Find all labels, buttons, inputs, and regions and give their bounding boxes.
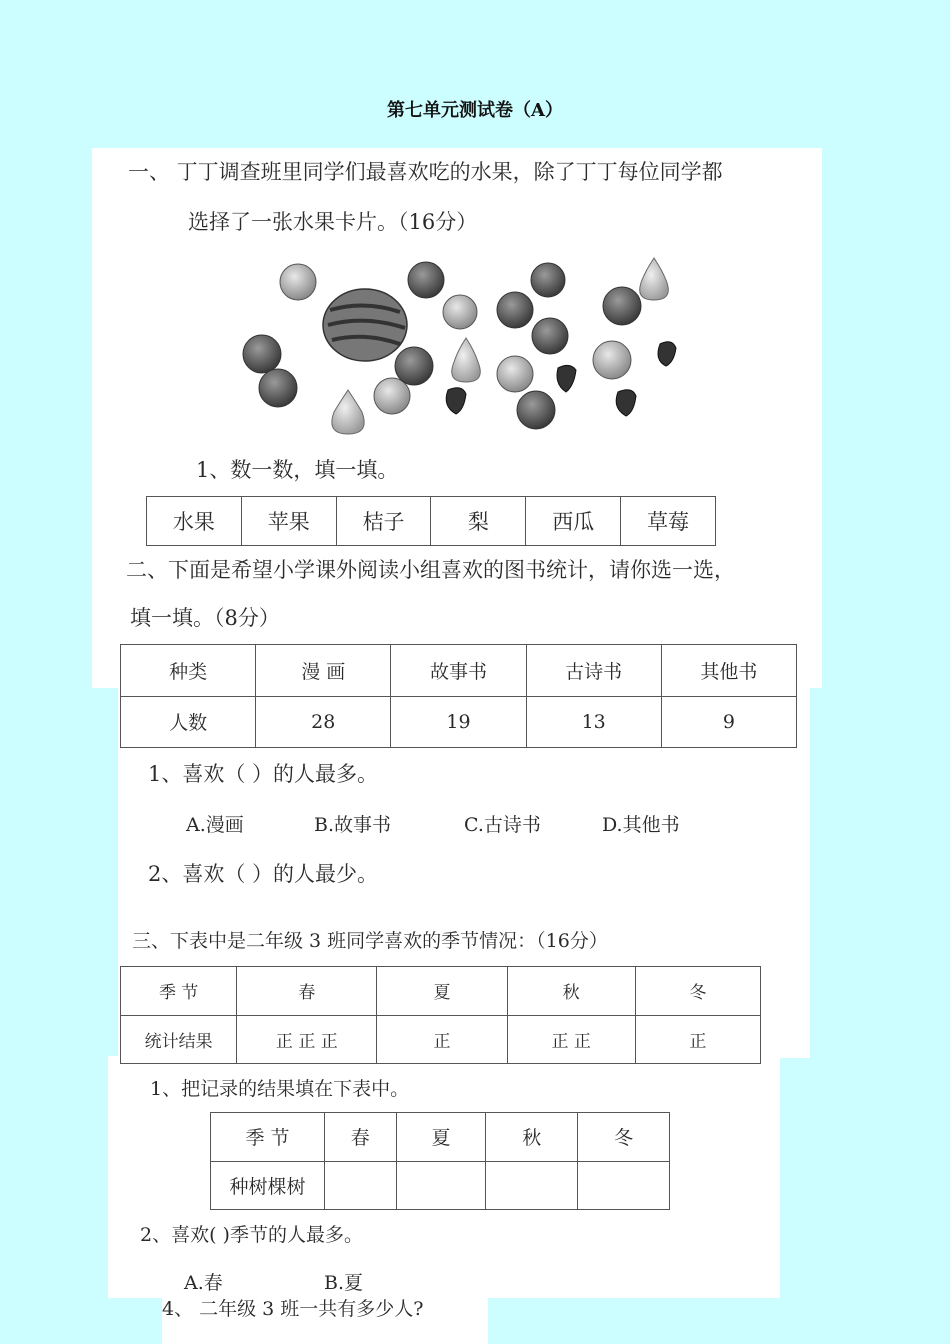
table-cell: 9 [661,696,796,748]
fruit-illustration [230,250,690,440]
table-cell: 28 [256,696,391,748]
table-row [121,967,761,1016]
table-cell: 13 [526,696,661,748]
strawberry-icon [446,342,676,416]
season-tally-table [120,966,761,1064]
table-cell: 秋 [486,1113,578,1162]
table-cell: 故事书 [391,645,526,697]
section1-heading-line1: 一、 丁丁调查班里同学们最喜欢吃的水果，除了丁丁每位同学都 [128,160,723,184]
table-cell: 苹果 [241,497,336,546]
section2-heading-line2: 填一填。（8分） [130,606,280,630]
book-stats-table [120,644,797,748]
table-cell: 春 [324,1113,396,1162]
table-cell: 漫 画 [256,645,391,697]
table-cell: 种树棵树 [211,1161,325,1210]
table-row [121,696,797,748]
section1-heading-line2: 选择了一张水果卡片。（16分） [188,210,478,234]
table-cell: 草莓 [621,497,716,546]
table-cell [324,1161,396,1210]
table-cell: 人数 [121,696,256,748]
table-cell: 夏 [377,967,507,1016]
fruit-count-table [146,496,716,546]
table-cell: 春 [237,967,377,1016]
table-cell: 冬 [578,1113,670,1162]
section2-question2: 2、喜欢（ ）的人最少。 [148,862,379,886]
table-cell: 桔子 [336,497,431,546]
table-cell [578,1161,670,1210]
section3-question4: 4、 二年级 3 班一共有多少人? [162,1298,424,1320]
section2-heading-line1: 二、下面是希望小学课外阅读小组喜欢的图书统计，请你选一选， [126,558,735,582]
table-row [121,1015,761,1064]
table-cell: 正 正 [507,1015,635,1064]
table-cell: 种类 [121,645,256,697]
table-cell: 统计结果 [121,1015,237,1064]
table-cell: 季 节 [211,1113,325,1162]
table-cell: 正 [377,1015,507,1064]
section3-heading: 三、下表中是二年级 3 班同学喜欢的季节情况：（16分） [132,930,608,952]
section3-question1: 1、把记录的结果填在下表中。 [150,1078,410,1100]
table-cell: 古诗书 [526,645,661,697]
table-cell: 19 [391,696,526,748]
table-cell: 西瓜 [526,497,621,546]
season-option-b: B.夏 [324,1272,364,1294]
table-cell: 正 [635,1015,760,1064]
option-c: C.古诗书 [464,814,541,836]
table-cell [486,1161,578,1210]
table-cell: 夏 [396,1113,486,1162]
option-b: B.故事书 [314,814,392,836]
table-row [211,1113,670,1162]
table-cell: 其他书 [661,645,796,697]
table-cell [396,1161,486,1210]
section2-question1: 1、喜欢（ ）的人最多。 [148,762,379,786]
section3-question2: 2、喜欢( )季节的人最多。 [140,1224,363,1246]
table-row [211,1161,670,1210]
table-cell: 水果 [147,497,242,546]
table-row [147,497,716,546]
season-option-a: A.春 [184,1272,223,1294]
table-cell: 季 节 [121,967,237,1016]
table-cell: 正 正 正 [237,1015,377,1064]
table-row [121,645,797,697]
page-title: 第七单元测试卷（A） [387,100,563,121]
table-cell: 梨 [431,497,526,546]
watermelon-icon [323,289,407,361]
table-cell: 冬 [635,967,760,1016]
section1-question1: 1、数一数，填一填。 [196,458,399,482]
option-d: D.其他书 [602,814,680,836]
season-fill-table [210,1112,670,1210]
table-cell: 秋 [507,967,635,1016]
option-a: A.漫画 [186,814,244,836]
